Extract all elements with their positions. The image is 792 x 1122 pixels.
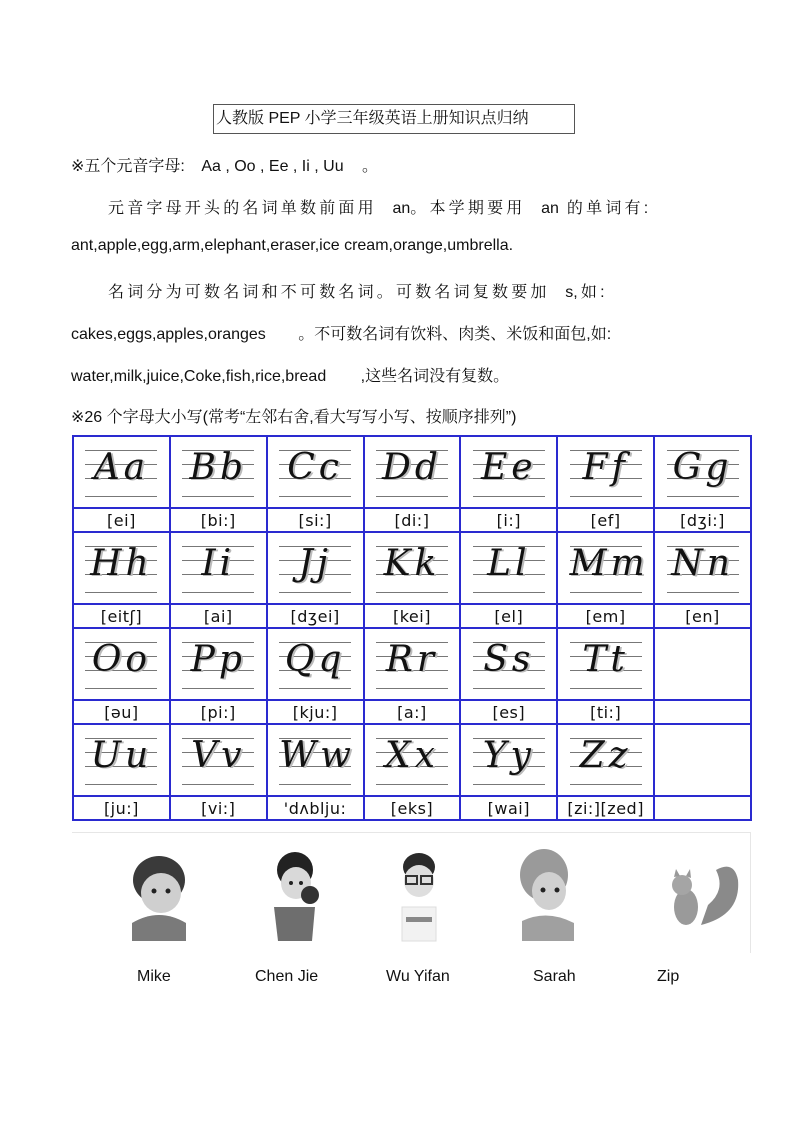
handwriting-lines (85, 634, 157, 694)
phonetic-cell: [i:] (460, 508, 557, 532)
handwriting-lines (85, 538, 157, 598)
letter-cell (267, 628, 364, 700)
letter-cell (557, 436, 654, 508)
letter-cell (557, 628, 654, 700)
phonetic-cell: [kju:] (267, 700, 364, 724)
handwriting-lines (473, 442, 545, 502)
letter-cell (460, 436, 557, 508)
letter-cell (73, 724, 170, 796)
letter-cell (170, 436, 267, 508)
phonetic-row (73, 604, 751, 628)
letter-pair: Ii (201, 543, 236, 584)
letter-glyph (376, 736, 448, 776)
phonetic-row (73, 508, 751, 532)
letter-pair: Dd (381, 447, 442, 488)
letter-pair: Pp (190, 639, 246, 680)
letter-glyph (279, 448, 351, 488)
uncountable-examples: water,milk,juice,Coke,fish,rice,bread (71, 368, 327, 385)
phonetic-row (73, 700, 751, 724)
noun-rule-line (108, 279, 608, 302)
handwriting-lines (85, 730, 157, 790)
handwriting-lines (667, 442, 739, 502)
uncountable-note: ,这些名词没有复数。 (360, 368, 510, 385)
handwriting-lines (570, 730, 642, 790)
letter-cell (267, 724, 364, 796)
phonetic-cell: [ti:] (557, 700, 654, 724)
characters-image-strip (72, 832, 751, 953)
phonetic-cell: [en] (654, 604, 751, 628)
letter-glyph (85, 544, 157, 584)
letter-glyph (570, 448, 642, 488)
handwriting-lines (473, 538, 545, 598)
letter-cell (364, 628, 461, 700)
letter-glyph (473, 736, 545, 776)
handwriting-lines (182, 538, 254, 598)
vowels-label: ※五个元音字母: (71, 158, 185, 175)
letter-cell (267, 436, 364, 508)
letter-cell (170, 532, 267, 604)
letter-pair: Aa (93, 447, 150, 488)
vowels-end: 。 (362, 158, 379, 175)
uncountable-intro: 。不可数名词有饮料、肉类、米饭和面包,如: (298, 326, 612, 343)
phonetic-row (73, 796, 751, 820)
handwriting-lines (279, 538, 351, 598)
letter-glyph (85, 736, 157, 776)
handwriting-lines (182, 730, 254, 790)
alphabet-table (72, 435, 752, 821)
letter-cell (654, 724, 751, 796)
phonetic-cell: 'dʌblju: (267, 796, 364, 820)
character-name: Sarah (533, 968, 576, 985)
handwriting-lines (279, 730, 355, 790)
letter-pair: Nn (671, 543, 734, 584)
letter-cell (170, 724, 267, 796)
phonetic-cell (654, 796, 751, 820)
an-rule-line (108, 195, 651, 218)
letter-glyph (376, 640, 448, 680)
letter-pair: Tt (582, 639, 629, 680)
handwriting-lines (182, 634, 254, 694)
letter-pair: Qq (284, 639, 346, 680)
letter-row (73, 628, 751, 700)
letter-glyph (667, 544, 739, 584)
letter-cell (654, 532, 751, 604)
letter-cell (170, 628, 267, 700)
an-word-1: an (392, 200, 411, 217)
character-name: Wu Yifan (386, 968, 450, 985)
letter-pair: Yy (482, 735, 535, 776)
an-rule-text-b: 。本学期要用 (410, 200, 526, 217)
phonetic-cell: [dʒi:] (654, 508, 751, 532)
alphabet-heading: ※26 个字母大小写(常考“左邻右舍,看大写写小写、按顺序排列”) (71, 409, 517, 426)
letter-pair: Bb (189, 447, 248, 488)
letter-pair: Ww (279, 735, 355, 776)
letter-pair: Cc (287, 447, 343, 488)
letter-glyph (182, 736, 254, 776)
handwriting-lines (667, 538, 739, 598)
phonetic-cell: [eitʃ] (73, 604, 170, 628)
letter-cell (73, 532, 170, 604)
letter-pair: Rr (385, 639, 439, 680)
character-name: Mike (137, 968, 171, 985)
letter-cell (73, 628, 170, 700)
letter-glyph (376, 448, 448, 488)
handwriting-lines (85, 442, 157, 502)
letter-row (73, 532, 751, 604)
phonetic-cell (654, 700, 751, 724)
noun-rule-text-a: 名词分为可数名词和不可数名词。可数名词复数要加 (108, 284, 550, 301)
handwriting-lines (570, 634, 642, 694)
character-name: Zip (657, 968, 680, 985)
letter-pair: Mm (569, 543, 649, 584)
handwriting-lines (279, 634, 351, 694)
phonetic-cell: [wai] (460, 796, 557, 820)
phonetic-cell: [si:] (267, 508, 364, 532)
letter-cell (73, 436, 170, 508)
letter-cell (460, 628, 557, 700)
plural-s: s (565, 284, 574, 301)
chen-jie-girl-portrait-icon (260, 845, 330, 945)
phonetic-cell: [ei] (73, 508, 170, 532)
letter-pair: Kk (383, 543, 441, 584)
letter-pair: Jj (298, 543, 332, 584)
letter-glyph (279, 544, 351, 584)
letter-glyph (570, 640, 642, 680)
countable-examples: cakes,eggs,apples,oranges (71, 326, 266, 343)
sarah-girl-portrait-icon (512, 845, 582, 945)
letter-glyph (473, 448, 545, 488)
letter-cell (460, 724, 557, 796)
letter-cell (557, 532, 654, 604)
handwriting-lines (279, 442, 351, 502)
phonetic-cell: [es] (460, 700, 557, 724)
letter-pair: Gg (672, 447, 733, 488)
zip-squirrel-portrait-icon (646, 845, 746, 945)
handwriting-lines (376, 442, 448, 502)
letter-glyph (667, 448, 739, 488)
phonetic-cell: [el] (460, 604, 557, 628)
phonetic-cell: [vi:] (170, 796, 267, 820)
phonetic-cell: [bi:] (170, 508, 267, 532)
letter-pair: Xx (384, 735, 439, 776)
letter-pair: Uu (90, 735, 153, 776)
letter-pair: Hh (90, 543, 153, 584)
vowels-line (71, 153, 378, 176)
letter-cell (364, 436, 461, 508)
letter-glyph (182, 448, 254, 488)
phonetic-cell: [zi:][zed] (557, 796, 654, 820)
letter-row (73, 724, 751, 796)
letter-cell (460, 532, 557, 604)
character-name: Chen Jie (255, 968, 319, 985)
phonetic-cell: [pi:] (170, 700, 267, 724)
letter-pair: Oo (91, 639, 152, 680)
letter-cell (267, 532, 364, 604)
phonetic-cell: [kei] (364, 604, 461, 628)
an-words-list: ant,apple,egg,arm,elephant,eraser,ice cream,orange,umbrella. (71, 237, 514, 254)
phonetic-cell: [ai] (170, 604, 267, 628)
phonetic-cell: [a:] (364, 700, 461, 724)
phonetic-cell: [dʒei] (267, 604, 364, 628)
handwriting-lines (473, 634, 545, 694)
phonetic-cell: [ju:] (73, 796, 170, 820)
handwriting-lines (569, 538, 649, 598)
handwriting-lines (376, 730, 448, 790)
letter-glyph (182, 640, 254, 680)
letter-pair: Vv (191, 735, 246, 776)
letter-row (73, 436, 751, 508)
phonetic-cell: [ef] (557, 508, 654, 532)
letter-pair: Zz (579, 735, 632, 776)
letter-cell (364, 724, 461, 796)
letter-cell (654, 436, 751, 508)
handwriting-lines (570, 442, 642, 502)
letter-cell (654, 628, 751, 700)
handwriting-lines (182, 442, 254, 502)
mike-boy-portrait-icon (124, 845, 194, 945)
vowel-letters: Aa , Oo , Ee , Ii , Uu (201, 158, 344, 175)
letter-glyph (279, 735, 355, 776)
an-rule-text-c: 的单词有: (566, 200, 652, 217)
letter-pair: Ff (582, 447, 629, 488)
letter-glyph (376, 544, 448, 584)
uncountable-line (71, 363, 509, 386)
phonetic-cell: [eks] (364, 796, 461, 820)
letter-glyph (473, 544, 545, 584)
letter-glyph (569, 543, 649, 584)
letter-glyph (85, 640, 157, 680)
handwriting-lines (473, 730, 545, 790)
phonetic-cell: [em] (557, 604, 654, 628)
letter-glyph (85, 448, 157, 488)
handwriting-lines (376, 634, 448, 694)
letter-pair: Ss (483, 639, 535, 680)
noun-rule-text-b: ,如: (573, 284, 608, 301)
letter-glyph (279, 640, 351, 680)
wu-yifan-boy-glasses-portrait-icon (384, 845, 454, 945)
phonetic-cell: [əu] (73, 700, 170, 724)
letter-cell (364, 532, 461, 604)
an-rule-text-a: 元音字母开头的名词单数前面用 (108, 200, 377, 217)
letter-glyph (473, 640, 545, 680)
handwriting-lines (376, 538, 448, 598)
phonetic-cell: [di:] (364, 508, 461, 532)
an-word-2: an (541, 200, 559, 217)
letter-glyph (570, 736, 642, 776)
letter-pair: Ee (481, 447, 537, 488)
document-title: 人教版 PEP 小学三年级英语上册知识点归纳 (213, 104, 575, 134)
countable-line (71, 321, 611, 344)
letter-pair: Ll (487, 543, 531, 584)
letter-cell (557, 724, 654, 796)
letter-glyph (182, 544, 254, 584)
